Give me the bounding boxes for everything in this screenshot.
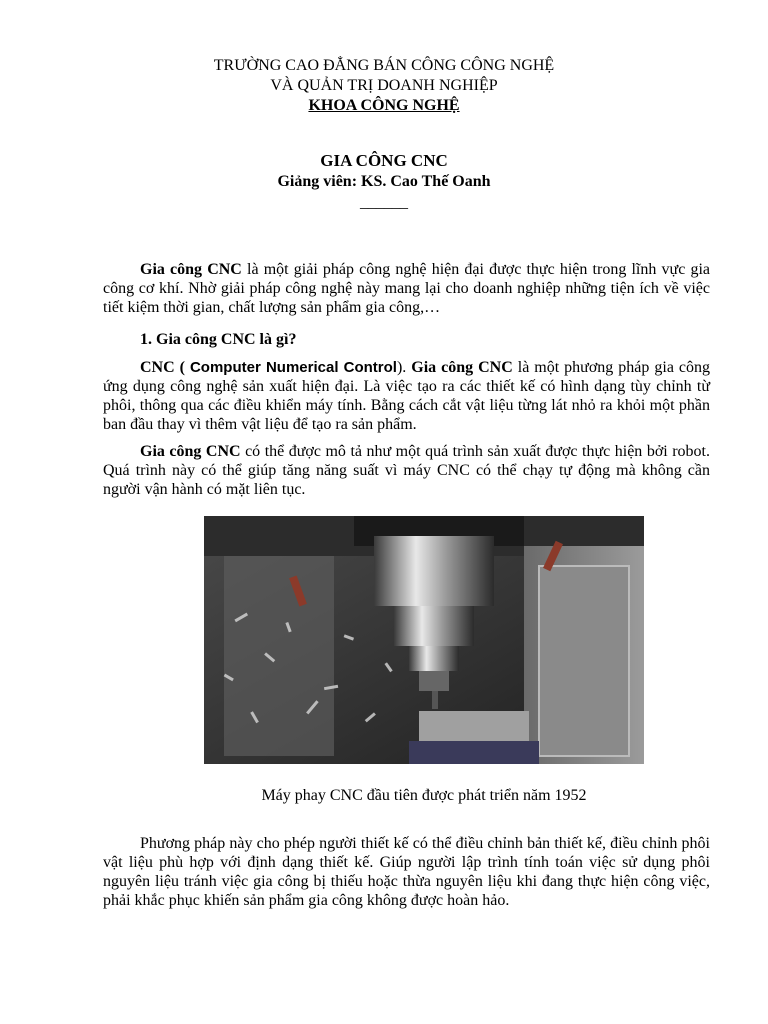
lecturer-line: Giảng viên: KS. Cao Thế Oanh	[277, 173, 491, 190]
intro-paragraph	[103, 260, 710, 317]
closing-block	[103, 834, 710, 910]
cnc-term: Computer Numerical Control	[189, 359, 397, 376]
section-1-heading: 1. Gia công CNC là gì?	[140, 331, 297, 348]
school-header	[0, 56, 768, 116]
section-1	[103, 330, 710, 499]
cnc-text: là một phương pháp gia công ứng dụng công nghệ sản xuất hiện đại. Là việc tạo ra các thiết kế có hình dạng tùy chỉnh từ phôi, thông qua các điều khiển máy tính. Bằng cách cắt vật liệu từng lát nhỏ ra khỏi một phần ban đầu thay vì thêm vật liệu để tạo ra sản phẩm.	[103, 359, 711, 433]
closing-paragraph: Phương pháp này cho phép người thiết kế có thể điều chỉnh bản thiết kế, điều chỉnh phôi vật liệu phù hợp với định dạng thiết kế. Giúp người lập trình tính toán việc sử dụng phôi nguyên liệu tránh việc gia công bị thiếu hoặc thừa nguyên liệu khi đang thực hiện công việc, phải khắc phục khiến sản phẩm gia công không được hoàn hảo.	[103, 835, 710, 909]
section-1-paragraph-1	[103, 358, 710, 434]
figure-caption: Máy phay CNC đầu tiên được phát triển năm 1952	[261, 787, 587, 804]
intro-text: là một giải pháp công nghệ hiện đại được thực hiện trong lĩnh vực gia công cơ khí. Nhờ giải pháp công nghệ này mang lại cho doanh nghiệp những tiện ích về việc tiết kiệm thời gian, chất lượng sản phẩm gia công,…	[103, 261, 711, 316]
cnc-milling-machine-photo	[204, 516, 644, 764]
section-1-paragraph-2	[103, 442, 710, 499]
title-rule: ______	[360, 194, 408, 211]
intro-bold-lead: Gia công CNC	[140, 261, 242, 278]
document-title: GIA CÔNG CNC	[320, 151, 448, 170]
p2-text: có thể được mô tả như một quá trình sản xuất được thực hiện bởi robot. Quá trình này có thể giúp tăng năng suất vì máy CNC có thể chạy tự động mà không cần người vận hành có mặt liên tục.	[103, 443, 711, 498]
title-block	[0, 150, 768, 212]
cnc-close: ).	[396, 359, 412, 376]
school-name-line2: VÀ QUẢN TRỊ DOANH NGHIỆP	[270, 77, 498, 94]
cnc-bold2: Gia công CNC	[411, 359, 513, 376]
school-name-line1: TRƯỜNG CAO ĐẲNG BÁN CÔNG CÔNG NGHỆ	[213, 57, 555, 74]
intro-block	[103, 260, 710, 317]
p2-bold: Gia công CNC	[140, 443, 241, 460]
cnc-lead: CNC (	[140, 359, 190, 376]
faculty-name: KHOA CÔNG NGHỆ	[308, 97, 460, 114]
